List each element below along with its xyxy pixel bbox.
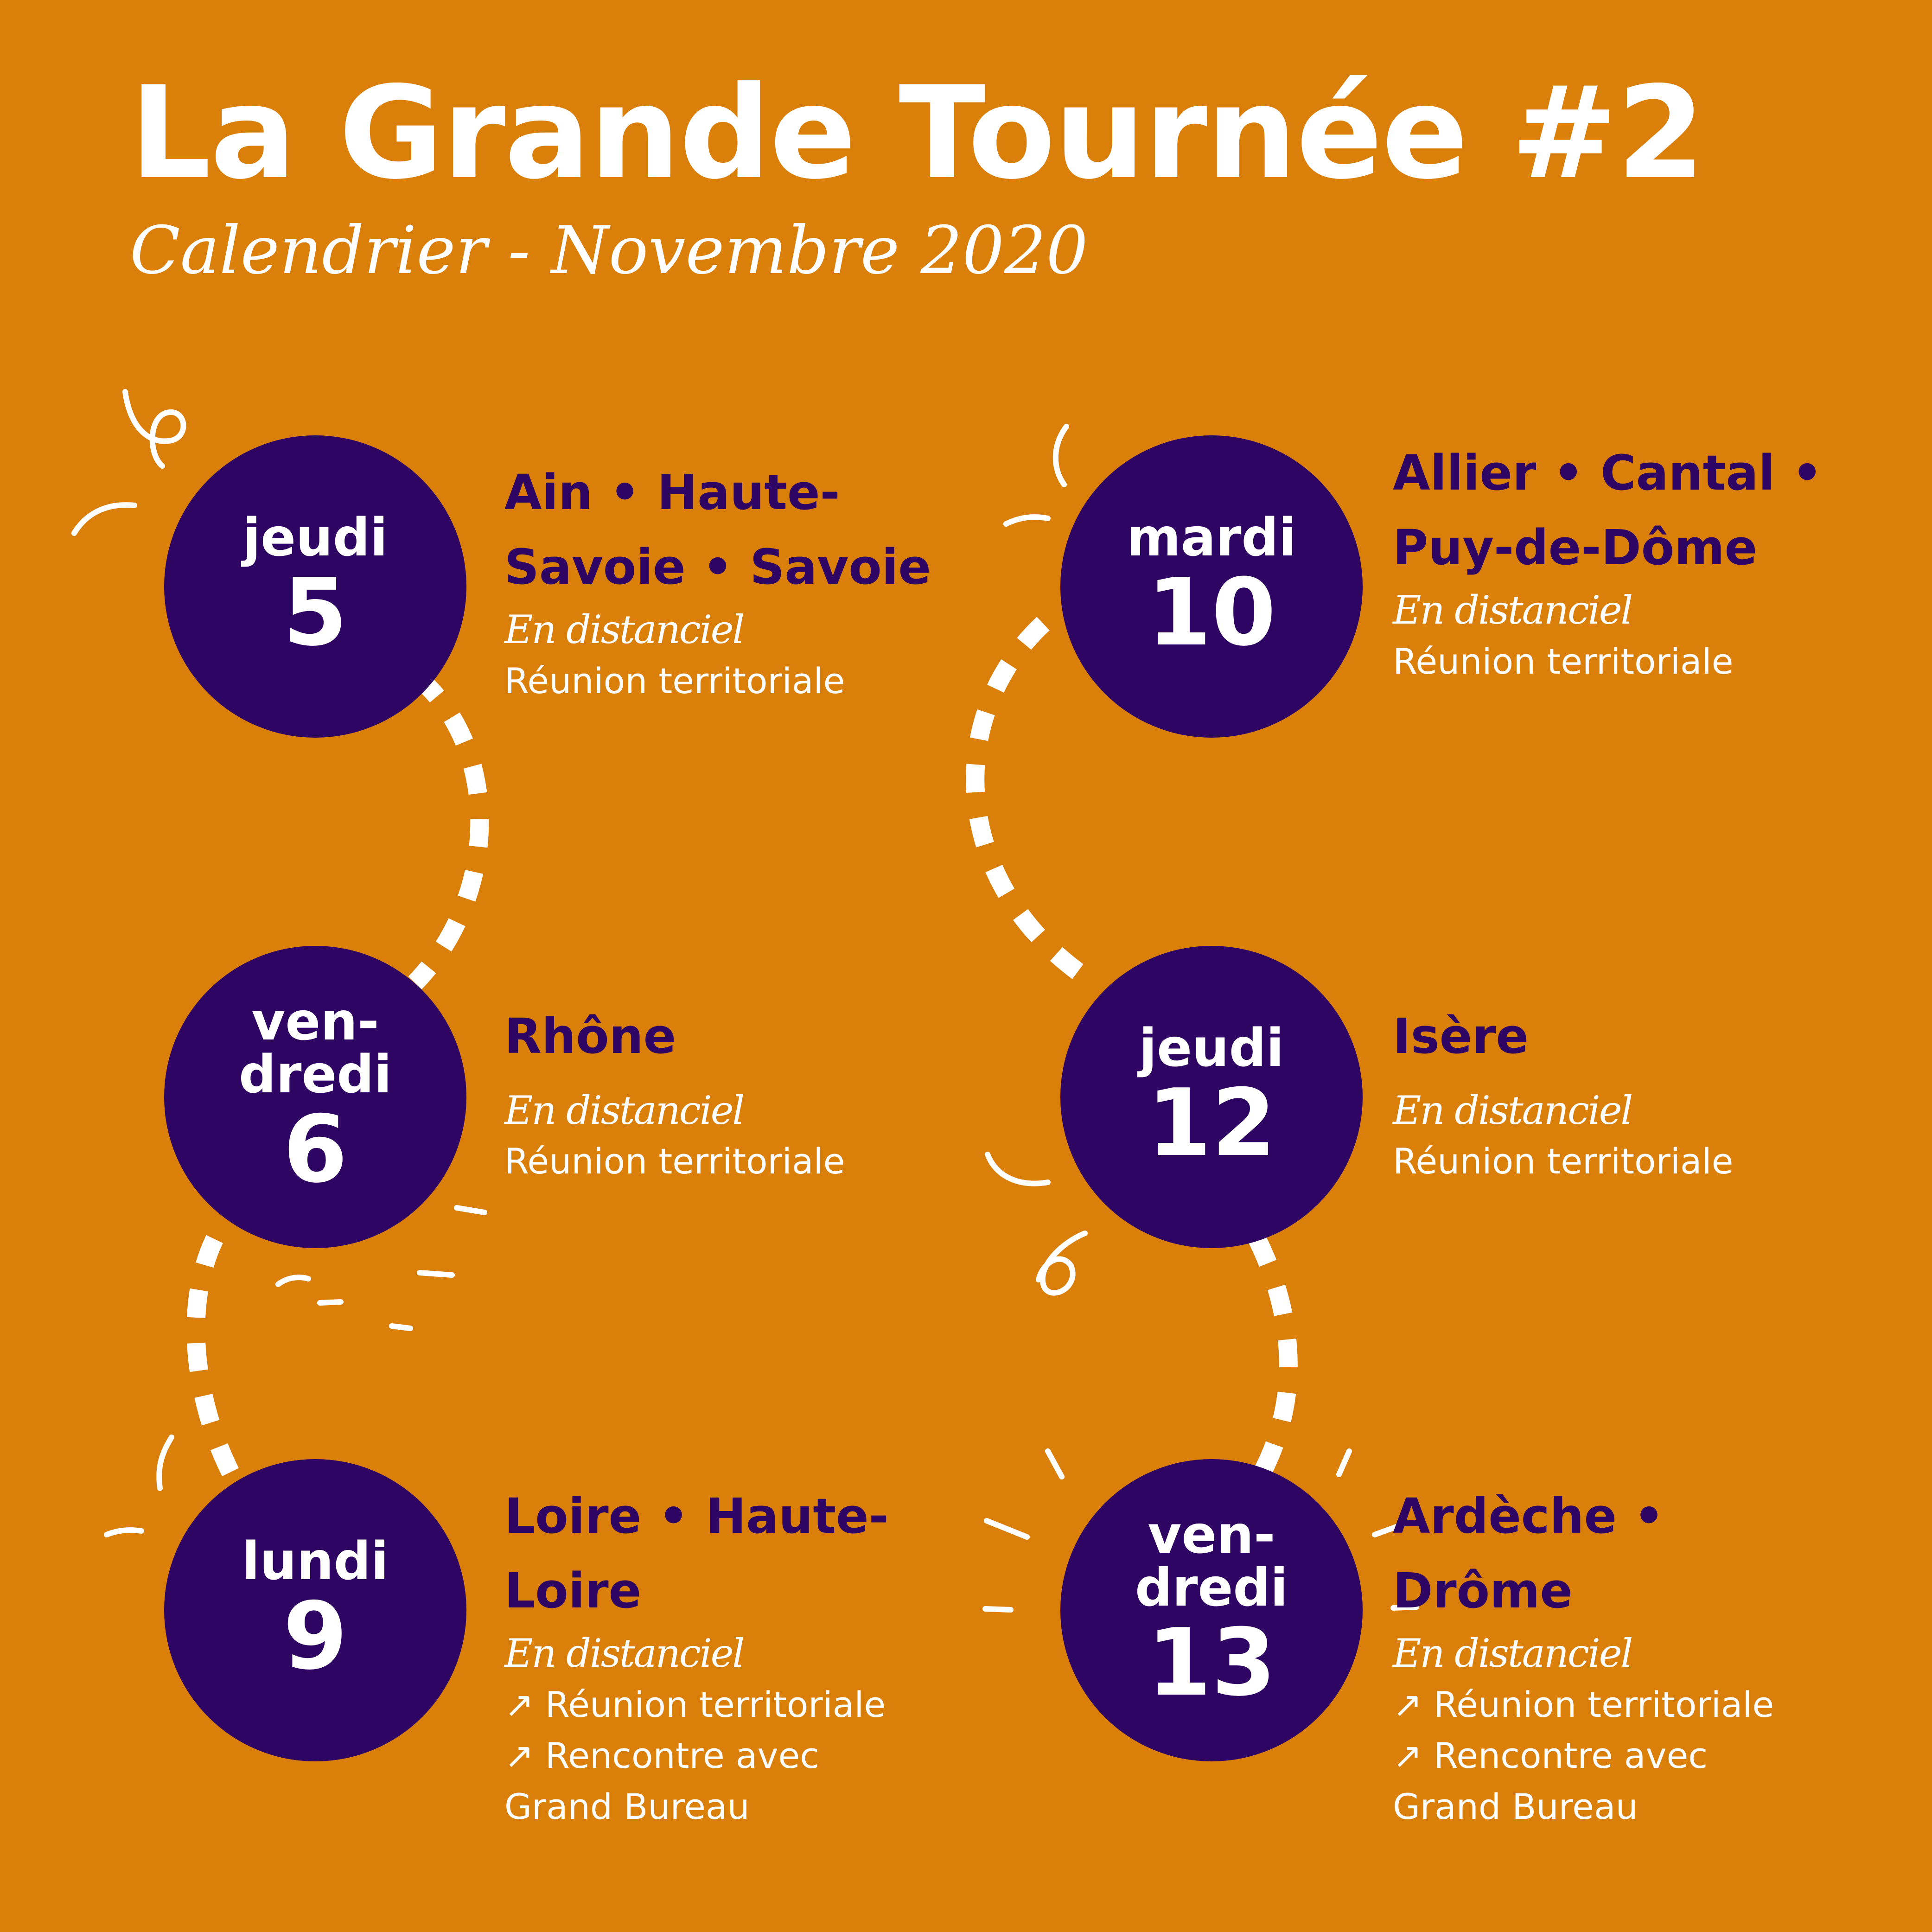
dash-doodle	[320, 1302, 341, 1303]
day-name: jeudi	[1139, 1018, 1284, 1078]
dash-doodle	[985, 1609, 1011, 1610]
dash-doodle	[987, 1521, 1027, 1537]
swoosh-doodle	[159, 1437, 172, 1488]
event-places: Rhône	[504, 1008, 676, 1065]
dash-doodle	[392, 1326, 410, 1328]
swoosh-doodle	[1056, 427, 1066, 485]
swoosh-doodle	[988, 1154, 1048, 1184]
day-name: jeudi	[242, 507, 388, 568]
dashed-connector-5-6	[415, 677, 479, 983]
dash-doodle	[1048, 1451, 1062, 1477]
dashed-connector-10-12	[975, 624, 1094, 983]
event-places: Allier • Cantal • Puy-de-Dôme	[1393, 445, 1823, 576]
dash-doodle	[278, 1277, 308, 1284]
day-number: 9	[283, 1582, 348, 1691]
date-badge-vendredi-13	[1060, 1459, 1363, 1761]
swoosh-doodle	[1006, 517, 1048, 524]
event-info-lundi-9	[504, 1479, 931, 1832]
day-name: mardi	[1126, 507, 1297, 568]
event-info-vendredi-6	[504, 999, 950, 1187]
event-mode: En distanciel	[504, 607, 744, 653]
swoosh-doodle	[74, 505, 134, 533]
event-places: Ain • Haute-Savoie • Savoie	[504, 464, 931, 596]
dashed-connector-12-13	[1256, 1238, 1288, 1474]
event-places: Loire • Haute-Loire	[504, 1488, 889, 1620]
event-mode: En distanciel	[504, 1631, 744, 1677]
dash-doodle	[1339, 1451, 1349, 1474]
event-mode: En distanciel	[504, 1088, 744, 1134]
event-info-vendredi-13	[1393, 1479, 1819, 1832]
swoosh-doodle	[107, 1530, 141, 1535]
event-mode: En distanciel	[1393, 1631, 1632, 1677]
day-number: 5	[283, 559, 348, 667]
day-number: 13	[1147, 1609, 1276, 1717]
event-detail: ↗ Réunion territoriale	[504, 1683, 886, 1725]
dashed-connector-6-9	[196, 1196, 246, 1484]
dash-doodle	[420, 1273, 452, 1275]
event-places: Ardèche • Drôme	[1393, 1488, 1664, 1620]
event-detail: Réunion territoriale	[1393, 640, 1734, 682]
event-info-mardi-10	[1393, 436, 1856, 687]
day-number: 10	[1147, 559, 1276, 667]
event-info-jeudi-5	[504, 455, 950, 707]
date-badge-mardi-10	[1060, 435, 1363, 738]
event-detail: ↗ Rencontre avec Grand Bureau	[1393, 1734, 1708, 1827]
day-name: ven-dredi	[239, 991, 392, 1105]
squiggle-doodle	[1039, 1233, 1085, 1293]
event-detail: Réunion territoriale	[504, 660, 845, 701]
event-info-jeudi-12	[1393, 999, 1856, 1187]
page-title: La Grande Tournée #2	[130, 59, 1705, 207]
event-mode: En distanciel	[1393, 1088, 1632, 1134]
date-badge-lundi-9	[164, 1459, 466, 1761]
event-detail: Réunion territoriale	[504, 1141, 845, 1182]
date-badge-jeudi-12	[1060, 946, 1363, 1248]
day-number: 12	[1147, 1069, 1276, 1178]
event-detail: ↗ Rencontre avec Grand Bureau	[504, 1734, 819, 1827]
event-mode: En distanciel	[1393, 587, 1632, 633]
day-number: 6	[283, 1096, 348, 1204]
day-name: lundi	[242, 1531, 389, 1592]
page-subtitle: Calendrier - Novembre 2020	[130, 212, 1088, 289]
dash-doodle	[457, 1208, 485, 1212]
event-detail: Réunion territoriale	[1393, 1141, 1734, 1182]
date-badge-jeudi-5	[164, 435, 466, 738]
squiggle-doodle	[125, 392, 183, 466]
event-detail: ↗ Réunion territoriale	[1393, 1683, 1774, 1725]
date-badge-vendredi-6	[164, 946, 466, 1248]
day-name: ven-dredi	[1135, 1505, 1288, 1618]
event-places: Isère	[1393, 1008, 1529, 1065]
